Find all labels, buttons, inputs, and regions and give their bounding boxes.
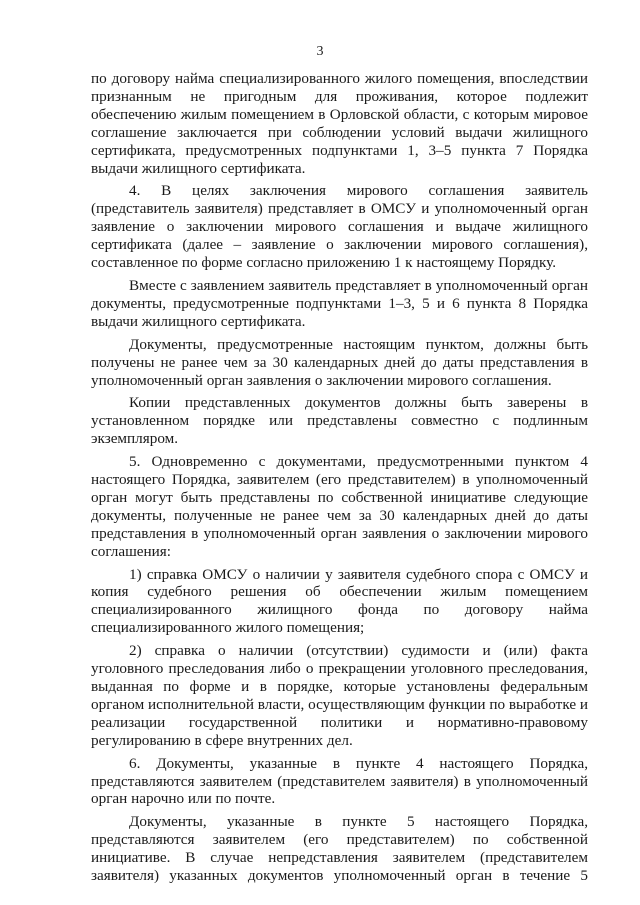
paragraph-item-4-copies: Копии представленных документов должны быть заверены в установленном порядке или представлены совместно с подлинным экземпляром. (91, 394, 588, 448)
paragraph-item-4: 4. В целях заключения мирового соглашения заявитель (представитель заявителя) представляет в ОМСУ и уполномоченный орган заявление о заключении мирового соглашения и выдаче жилищного сертификата (далее – заявление о заключении мирового соглашения), составленное по форме согласно приложению 1 к настоящему Порядку. (91, 182, 588, 272)
paragraph-item-5: 5. Одновременно с документами, предусмотренными пунктом 4 настоящего Порядка, заявителем (его представителем) в уполномоченный орган могут быть представлены по собственной инициативе следующие документы, полученные не ранее чем за 30 календарных дней до даты представления в уполномоченный орган заявления о заключении мирового соглашения: (91, 453, 588, 560)
paragraph-continuation: по договору найма специализированного жилого помещения, впоследствии признанным не пригодным для проживания, которое подлежит обеспечению жилым помещением в Орловской области, с которым мировое соглашение заключается при соблюдении условий выдачи жилищного сертификата, предусмотренных подпунктами 1, 3–5 пункта 7 Порядка выдачи жилищного сертификата. (91, 70, 588, 177)
paragraph-item-5-sub-1: 1) справка ОМСУ о наличии у заявителя судебного спора с ОМСУ и копия судебного решения об обеспечении жилым помещением специализированного жилищного фонда по договору найма специализированного жилого помещения; (91, 565, 588, 637)
page-number: 3 (316, 44, 324, 59)
paragraph-item-4-deadline: Документы, предусмотренные настоящим пунктом, должны быть получены не ранее чем за 30 календарных дней до даты представления в уполномоченный орган заявления о заключении мирового соглашения. (91, 335, 588, 389)
paragraph-item-6: 6. Документы, указанные в пункте 4 настоящего Порядка, представляются заявителем (представителем заявителя) в уполномоченный орган нарочно или по почте. (91, 754, 588, 808)
paragraph-item-6-initiative: Документы, указанные в пункте 5 настоящего Порядка, представляются заявителем (его представителем) по собственной инициативе. В случае непредставления заявителем (представителем заявителя) указанных документов уполномоченный орган в течение 5 (91, 813, 588, 885)
paragraph-item-4-documents: Вместе с заявлением заявитель представляет в уполномоченный орган документы, предусмотренные подпунктами 1–3, 5 и 6 пункта 8 Порядка выдачи жилищного сертификата. (91, 276, 588, 330)
document-body (91, 70, 588, 885)
paragraph-item-5-sub-2: 2) справка о наличии (отсутствии) судимости и (или) факта уголовного преследования либо о прекращении уголовного преследования, выданная по форме и в порядке, которые установлены федеральным органом исполнительной власти, осуществляющим функции по выработке и реализации государственной политики и нормативно-правовому регулированию в сфере внутренних дел. (91, 642, 588, 749)
